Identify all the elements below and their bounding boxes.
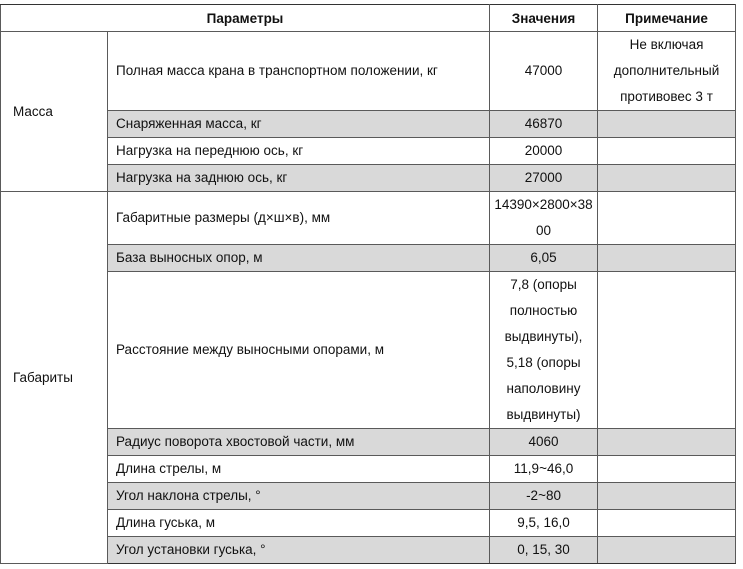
param-cell: Длина гуська, м (108, 510, 490, 537)
note-cell (598, 537, 736, 564)
table-row (1, 165, 736, 192)
param-cell: База выносных опор, м (108, 245, 490, 272)
param-cell: Нагрузка на заднюю ось, кг (108, 165, 490, 192)
param-cell: Угол установки гуська, ° (108, 537, 490, 564)
note-cell (598, 111, 736, 138)
value-cell: 9,5, 16,0 (490, 510, 598, 537)
table-row (1, 272, 736, 429)
header-notes: Примечание (598, 5, 736, 32)
value-cell: 7,8 (опоры полностью выдвинуты), 5,18 (опоры наполовину выдвинуты) (490, 272, 598, 429)
value-cell: 14390×2800×3800 (490, 192, 598, 245)
value-cell: 0, 15, 30 (490, 537, 598, 564)
group-label-dimensions: Габариты (1, 192, 108, 564)
table-row (1, 510, 736, 537)
value-cell: 20000 (490, 138, 598, 165)
value-cell: 11,9~46,0 (490, 456, 598, 483)
note-cell (598, 272, 736, 429)
param-cell: Полная масса крана в транспортном положении, кг (108, 32, 490, 111)
table-row (1, 111, 736, 138)
note-cell (598, 245, 736, 272)
value-cell: 27000 (490, 165, 598, 192)
table-header-row (1, 5, 736, 32)
table-row (1, 537, 736, 564)
group-label-mass: Масса (1, 32, 108, 192)
param-cell: Угол наклона стрелы, ° (108, 483, 490, 510)
note-cell (598, 456, 736, 483)
note-cell (598, 138, 736, 165)
value-cell: 6,05 (490, 245, 598, 272)
value-cell: 46870 (490, 111, 598, 138)
specifications-table (0, 4, 736, 564)
note-cell: Не включая дополнительный противовес 3 т (598, 32, 736, 111)
note-cell (598, 483, 736, 510)
note-cell (598, 510, 736, 537)
table-row (1, 483, 736, 510)
param-cell: Снаряженная масса, кг (108, 111, 490, 138)
value-cell: -2~80 (490, 483, 598, 510)
param-cell: Расстояние между выносными опорами, м (108, 272, 490, 429)
header-parameters: Параметры (1, 5, 490, 32)
table-row (1, 429, 736, 456)
table-row (1, 192, 736, 245)
value-cell: 4060 (490, 429, 598, 456)
table-row (1, 456, 736, 483)
note-cell (598, 429, 736, 456)
param-cell: Габаритные размеры (д×ш×в), мм (108, 192, 490, 245)
table-row (1, 245, 736, 272)
note-cell (598, 192, 736, 245)
param-cell: Длина стрелы, м (108, 456, 490, 483)
table-row (1, 138, 736, 165)
table-row (1, 32, 736, 111)
param-cell: Нагрузка на переднюю ось, кг (108, 138, 490, 165)
value-cell: 47000 (490, 32, 598, 111)
param-cell: Радиус поворота хвостовой части, мм (108, 429, 490, 456)
note-cell (598, 165, 736, 192)
header-values: Значения (490, 5, 598, 32)
